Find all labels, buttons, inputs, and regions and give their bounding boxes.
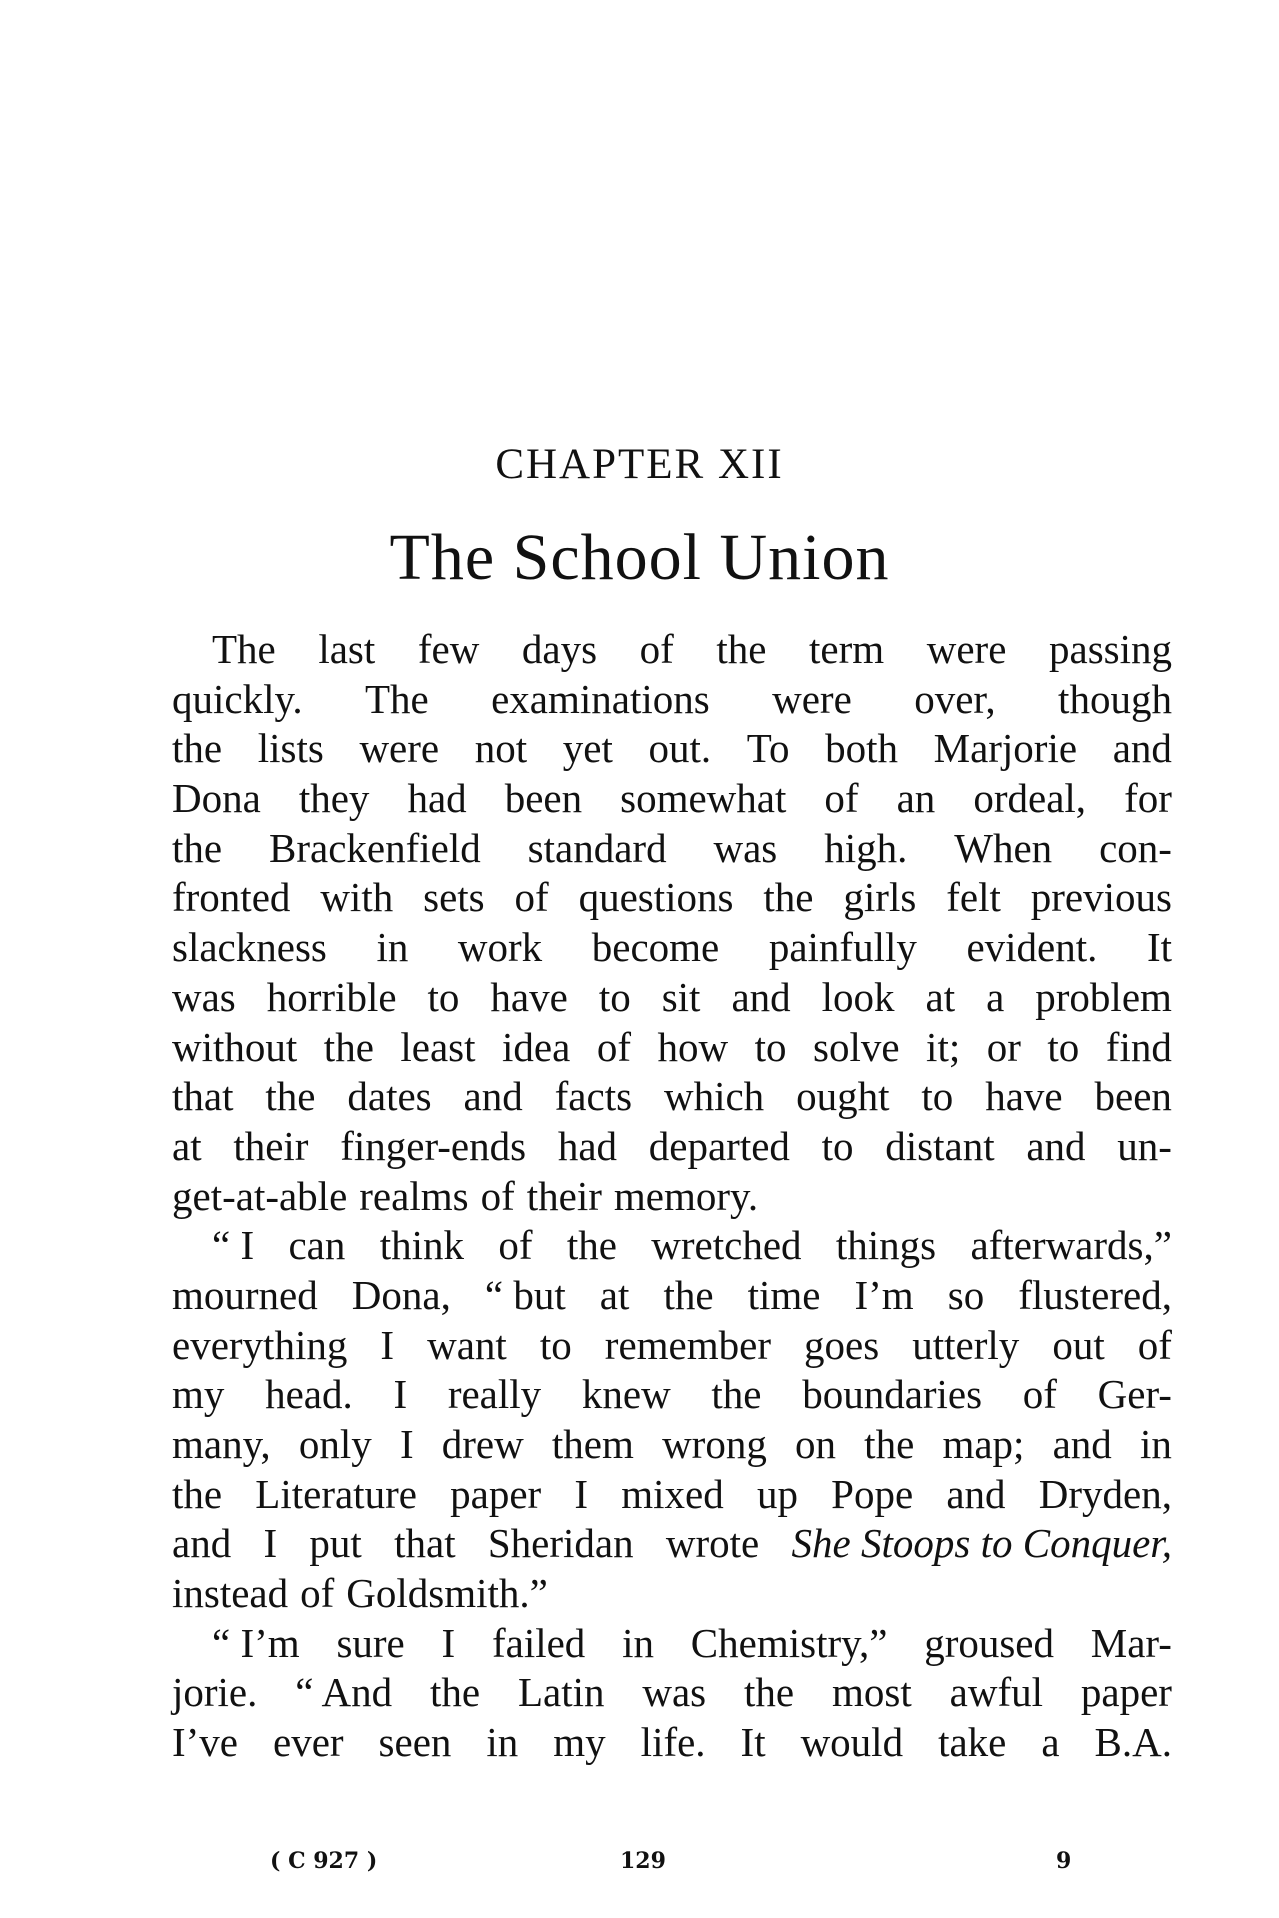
word: drew — [441, 1421, 524, 1467]
text-line — [172, 824, 1172, 874]
text-line — [172, 1370, 1172, 1420]
text-line — [172, 1718, 1172, 1768]
word: “ but — [484, 1271, 566, 1318]
word: term — [809, 626, 885, 672]
chapter-label: CHAPTER XII — [495, 441, 784, 488]
word: afterwards,” — [970, 1222, 1172, 1269]
word: think — [379, 1222, 464, 1269]
word: of — [514, 874, 549, 921]
word: the — [864, 1421, 915, 1467]
word: which — [663, 1073, 765, 1120]
word: The — [364, 675, 429, 722]
word: the — [716, 626, 767, 672]
word: and — [731, 973, 791, 1020]
text-line — [172, 973, 1172, 1023]
word: and — [463, 1073, 523, 1120]
word: idea — [502, 1023, 571, 1070]
word: Dryden, — [1038, 1470, 1172, 1517]
word: flustered, — [1018, 1271, 1172, 1318]
text-line — [172, 1420, 1172, 1470]
word: Chemistry,” — [690, 1619, 888, 1666]
word: It — [740, 1719, 766, 1766]
word: their — [526, 1172, 602, 1219]
word: and — [172, 1520, 232, 1567]
word: somewhat — [620, 775, 787, 822]
word: had — [407, 775, 467, 822]
word: most — [832, 1669, 912, 1716]
text-line — [172, 1072, 1172, 1122]
word: I — [574, 1470, 589, 1517]
word: the — [566, 1222, 617, 1269]
word: Ger- — [1097, 1371, 1172, 1418]
text-line — [172, 1221, 1172, 1271]
text-line — [172, 1122, 1172, 1172]
word: so — [947, 1271, 985, 1318]
word: have — [490, 973, 568, 1020]
word: been — [1094, 1073, 1172, 1120]
word: “ I’m — [212, 1619, 300, 1666]
word: head. — [265, 1371, 353, 1418]
word: awful — [949, 1669, 1044, 1716]
word: To — [746, 725, 790, 772]
word: and — [1026, 1122, 1086, 1169]
word: to — [821, 1122, 854, 1169]
word: only — [298, 1421, 372, 1467]
word: The — [212, 626, 276, 672]
word: many, — [172, 1421, 271, 1467]
word: It — [1146, 924, 1172, 971]
word: of — [498, 1222, 533, 1269]
text-line — [172, 724, 1172, 774]
word: few — [417, 626, 480, 672]
word: of — [596, 1023, 631, 1070]
word: the — [763, 874, 814, 921]
word: con- — [1099, 824, 1172, 871]
word: were — [926, 626, 1007, 672]
word: the — [323, 1023, 374, 1070]
word: I — [441, 1619, 456, 1666]
word: passing — [1049, 626, 1172, 672]
word: my — [553, 1719, 606, 1766]
word: I — [399, 1421, 414, 1467]
word: was — [713, 824, 778, 871]
word: previous — [1030, 874, 1172, 921]
word: of — [1022, 1371, 1057, 1418]
word: Literature — [255, 1470, 417, 1517]
word: knew — [581, 1371, 671, 1418]
word: fronted — [172, 874, 291, 921]
word: everything — [172, 1321, 348, 1368]
word: problem — [1035, 973, 1172, 1020]
word: a — [986, 973, 1005, 1020]
word: Mar- — [1090, 1619, 1172, 1666]
text-line — [172, 1470, 1172, 1520]
word: Sheridan — [487, 1520, 634, 1567]
word: I — [263, 1520, 278, 1567]
word: paper — [1080, 1669, 1172, 1716]
word: quickly. — [172, 675, 303, 722]
word: felt — [946, 874, 1001, 921]
word: least — [400, 1023, 476, 1070]
word: it; — [926, 1023, 961, 1070]
text-line — [172, 1172, 1172, 1222]
page-number: 129 — [620, 1848, 666, 1874]
word: the — [172, 725, 223, 772]
word: mourned — [172, 1271, 318, 1318]
text-line — [172, 675, 1172, 725]
word: evident. — [966, 924, 1098, 971]
word: memory. — [613, 1172, 759, 1219]
word: for — [1124, 775, 1172, 822]
chapter-body — [172, 625, 1172, 1768]
word: girls — [843, 874, 917, 921]
word: to — [1047, 1023, 1080, 1070]
word: life. — [640, 1719, 706, 1766]
word: of — [824, 775, 859, 822]
word: I’m — [854, 1271, 914, 1318]
word: lists — [257, 725, 324, 772]
text-line — [172, 1271, 1172, 1321]
word: ever — [273, 1719, 344, 1766]
word: were — [359, 725, 440, 772]
word: can — [288, 1222, 346, 1269]
word: their — [233, 1122, 309, 1169]
word: in — [1139, 1421, 1172, 1467]
word: facts — [554, 1073, 633, 1120]
word: seen — [378, 1719, 452, 1766]
word: Dona, — [351, 1271, 451, 1318]
word: dates — [347, 1073, 432, 1120]
word: and — [1112, 725, 1172, 772]
word: in — [376, 924, 409, 971]
word: time — [747, 1271, 821, 1318]
text-line — [172, 1023, 1172, 1073]
word: look — [821, 973, 895, 1020]
word: departed — [648, 1122, 790, 1169]
word: of — [300, 1570, 335, 1617]
word: the — [265, 1073, 316, 1120]
word: groused — [924, 1619, 1054, 1666]
word: that — [394, 1520, 456, 1567]
chapter-title: The School Union — [389, 521, 890, 594]
text-line — [172, 774, 1172, 824]
word: un- — [1117, 1122, 1172, 1169]
word: utterly — [912, 1321, 1020, 1368]
word: of — [480, 1172, 515, 1219]
word: the — [172, 824, 223, 871]
word: at — [925, 973, 956, 1020]
word: to — [754, 1023, 787, 1070]
word: want — [427, 1321, 507, 1368]
word: that — [172, 1073, 234, 1120]
word: instead — [172, 1570, 289, 1617]
word: though — [1058, 675, 1172, 722]
word: sets — [423, 874, 485, 921]
word: wrote — [665, 1520, 760, 1567]
word: my — [172, 1371, 225, 1418]
word: things — [835, 1222, 937, 1269]
word: remember — [604, 1321, 771, 1368]
word: sit — [661, 973, 701, 1020]
word: to — [427, 973, 460, 1020]
word: ought — [796, 1073, 890, 1120]
word: an — [896, 775, 936, 822]
word: last — [318, 626, 376, 672]
word: out. — [648, 725, 712, 772]
word: over, — [914, 675, 996, 722]
word: had — [557, 1122, 618, 1169]
word: I’ve — [172, 1719, 239, 1766]
word: not — [474, 725, 528, 772]
word: get-at-able — [172, 1172, 348, 1219]
word: at — [172, 1122, 202, 1169]
word: sure — [336, 1619, 405, 1666]
word: of — [1137, 1321, 1172, 1368]
word: wretched — [651, 1222, 802, 1269]
word: “ And — [295, 1669, 393, 1716]
word: in — [486, 1719, 519, 1766]
word: wrong — [662, 1421, 767, 1467]
word: find — [1105, 1023, 1172, 1070]
word: jorie. — [172, 1669, 258, 1716]
word: painfully — [768, 924, 917, 971]
word: map; — [942, 1421, 1025, 1467]
word: B.A. — [1094, 1719, 1172, 1766]
word: been — [504, 775, 583, 822]
word: to — [598, 973, 631, 1020]
word: would — [800, 1719, 904, 1766]
word: was — [172, 973, 236, 1020]
word: put — [309, 1520, 362, 1567]
word: have — [985, 1073, 1063, 1120]
word: both — [825, 725, 898, 772]
word: “ I — [212, 1222, 255, 1269]
word: ordeal, — [973, 775, 1087, 822]
word: of — [639, 626, 674, 672]
signature-number: 9 — [1056, 1848, 1072, 1874]
word: were — [772, 675, 852, 722]
text-line — [172, 1569, 1172, 1619]
word: failed — [491, 1619, 586, 1666]
word: paper — [450, 1470, 542, 1517]
word: the — [711, 1371, 762, 1418]
word: Goldsmith.” — [346, 1570, 548, 1617]
word: I — [380, 1321, 395, 1368]
word: take — [938, 1719, 1007, 1766]
word: high. — [824, 824, 908, 871]
word: Marjorie — [933, 725, 1078, 772]
word: days — [521, 626, 598, 672]
word: to — [921, 1073, 954, 1120]
word: without — [172, 1023, 298, 1070]
word: on — [795, 1421, 836, 1467]
word: questions — [578, 874, 734, 921]
word: become — [591, 924, 720, 971]
word: examinations — [491, 675, 710, 722]
word: the — [744, 1669, 795, 1716]
printer-signature: ( C 927 ) — [270, 1848, 378, 1874]
word: Dona — [172, 775, 261, 822]
word: She Stoops to Conquer, — [791, 1520, 1172, 1567]
word: I — [393, 1371, 408, 1418]
word: or — [986, 1023, 1021, 1070]
word: with — [320, 874, 394, 921]
text-line — [172, 1519, 1172, 1569]
word: finger-ends — [340, 1122, 527, 1169]
word: realms — [359, 1172, 469, 1219]
word: distant — [885, 1122, 995, 1169]
word: the — [172, 1470, 223, 1517]
word: and — [946, 1470, 1006, 1517]
word: and — [1052, 1421, 1112, 1467]
text-line — [172, 1619, 1172, 1669]
word: yet — [562, 725, 613, 772]
word: to — [539, 1321, 572, 1368]
text-line — [172, 873, 1172, 923]
word: them — [551, 1421, 634, 1467]
page-footer — [0, 1848, 1279, 1878]
word: work — [457, 924, 543, 971]
word: really — [447, 1371, 542, 1418]
text-line — [172, 923, 1172, 973]
word: Brackenfield — [269, 824, 481, 871]
word: the — [663, 1271, 714, 1318]
word: boundaries — [802, 1371, 983, 1418]
word: Pope — [831, 1470, 914, 1517]
word: at — [599, 1271, 630, 1318]
word: a — [1041, 1719, 1060, 1766]
text-line — [172, 1668, 1172, 1718]
word: how — [657, 1023, 729, 1070]
word: was — [642, 1669, 707, 1716]
word: mixed — [621, 1470, 724, 1517]
word: Latin — [517, 1669, 605, 1716]
word: solve — [813, 1023, 900, 1070]
word: they — [298, 775, 370, 822]
word: out — [1052, 1321, 1105, 1368]
word: up — [756, 1470, 798, 1517]
word: the — [429, 1669, 481, 1716]
word: When — [954, 824, 1053, 871]
word: goes — [804, 1321, 880, 1368]
word: horrible — [266, 973, 397, 1020]
text-line — [172, 625, 1172, 675]
word: slackness — [172, 924, 327, 971]
word: standard — [527, 824, 667, 871]
word: in — [622, 1619, 654, 1666]
text-line — [172, 1321, 1172, 1371]
